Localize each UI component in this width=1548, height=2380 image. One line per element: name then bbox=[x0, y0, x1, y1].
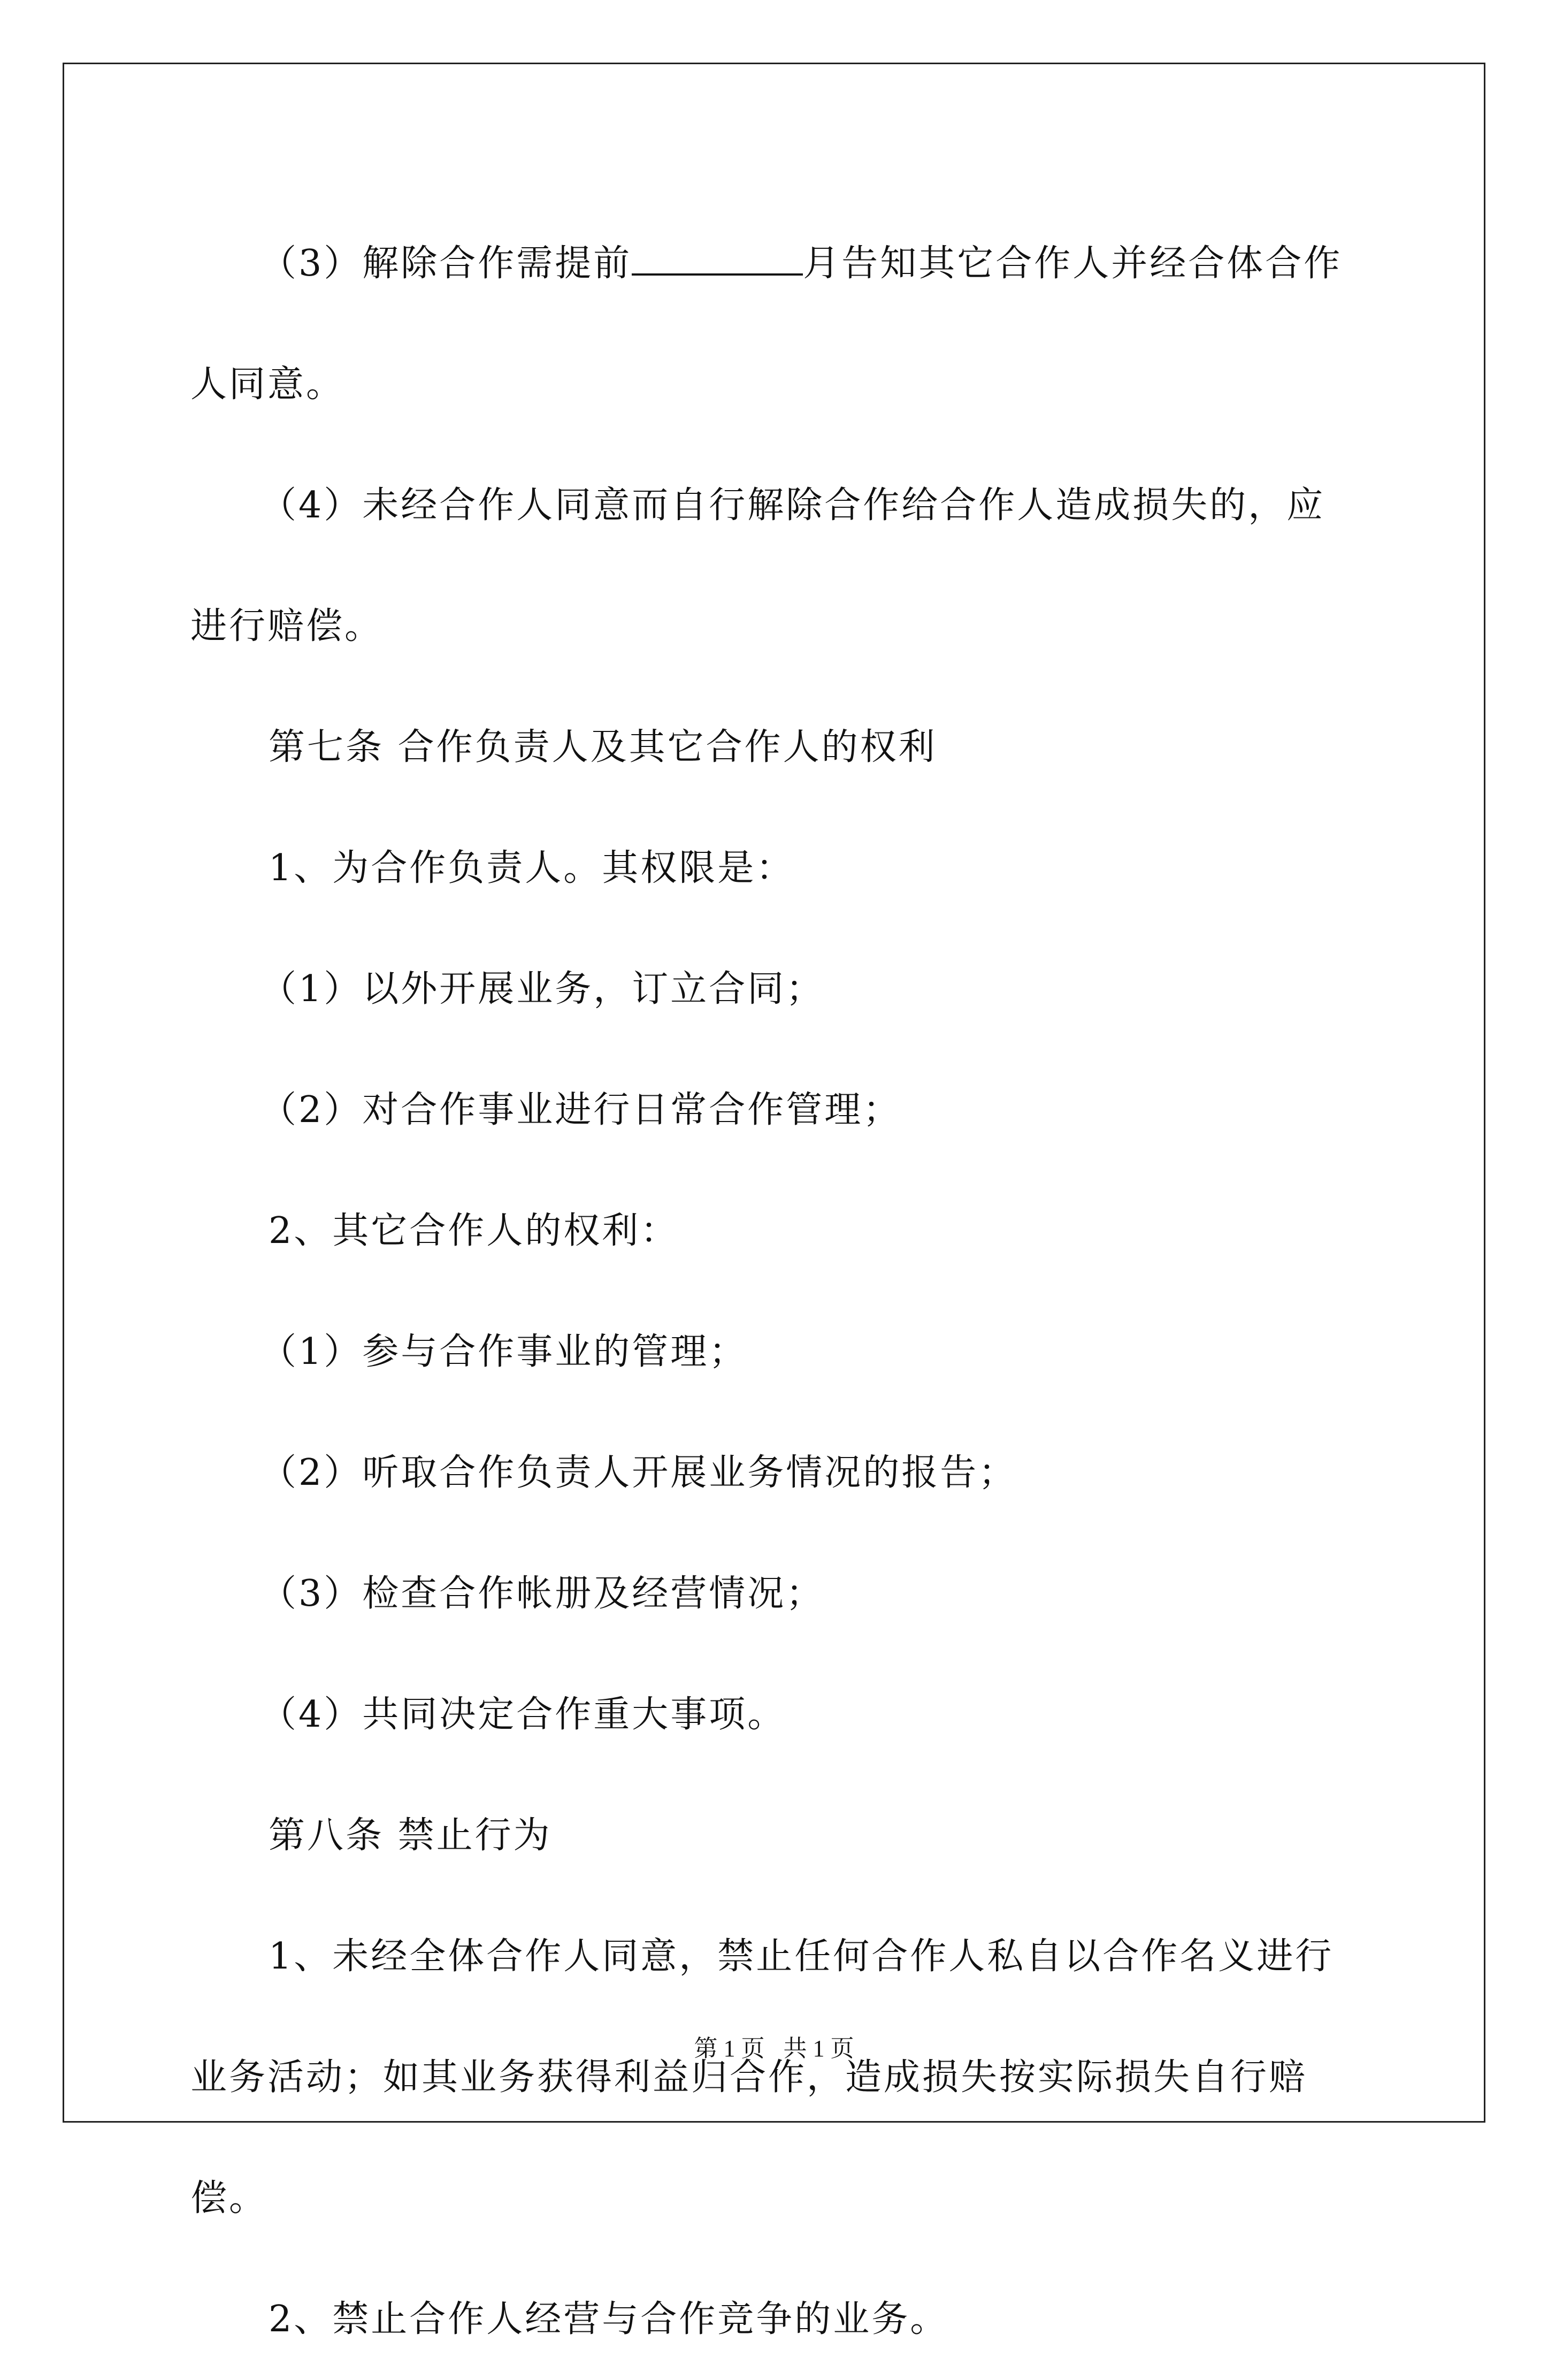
paragraph-prohibition-1: 1、未经全体合作人同意，禁止任何合作人私自以合作名义进行业务活动；如其业务获得利益归合作，造成损失按实际损失自行赔偿。 bbox=[190, 1935, 1334, 2219]
paragraph-compensation: （4）未经合作人同意而自行解除合作给合作人造成损失的，应进行赔偿。 bbox=[190, 484, 1325, 647]
paragraph-terminate-notice bbox=[190, 203, 1357, 445]
list-item: （2）对合作事业进行日常合作管理； bbox=[260, 1089, 902, 1131]
list-item: （1）以外开展业务，订立合同； bbox=[260, 968, 825, 1010]
paragraph-prohibition-2: 2、禁止合作人经营与合作竞争的业务。 bbox=[269, 2298, 949, 2340]
paragraph-text: （3）解除合作需提前 bbox=[260, 242, 632, 285]
page-number: 第 1 页 bbox=[694, 2035, 765, 2062]
page-footer bbox=[0, 2029, 1548, 2063]
article-seven-heading: 第七条 合作负责人及其它合作人的权利 bbox=[269, 726, 937, 768]
list-item: （2）听取合作负责人开展业务情况的报告； bbox=[260, 1452, 1017, 1494]
list-item: （3）检查合作帐册及经营情况； bbox=[260, 1573, 825, 1615]
paragraph-responsible-person: 1、为合作负责人。其权限是： bbox=[269, 847, 795, 889]
fill-in-blank bbox=[632, 243, 803, 276]
total-pages: 共 1 页 bbox=[783, 2035, 854, 2062]
paragraph-text: 月告知其它合作人并经合体合作人同意。 bbox=[190, 242, 1343, 406]
list-item: （4）共同决定合作重大事项。 bbox=[260, 1694, 786, 1736]
article-eight-heading: 第八条 禁止行为 bbox=[269, 1814, 552, 1857]
paragraph-other-partners-rights: 2、其它合作人的权利： bbox=[269, 1210, 679, 1252]
list-item: （1）参与合作事业的管理； bbox=[260, 1331, 748, 1373]
